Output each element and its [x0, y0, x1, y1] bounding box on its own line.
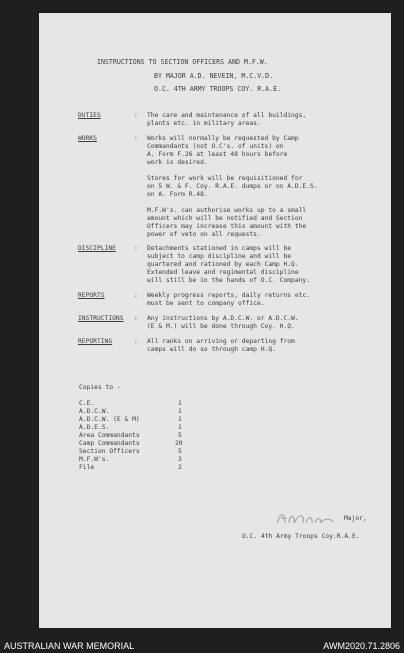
copy-recipient: C.E.	[79, 400, 95, 407]
discipline-line: Detachments stationed in camps will be	[147, 245, 292, 252]
section-colon: :	[134, 135, 138, 142]
copy-recipient: Camp Commandants	[79, 440, 140, 447]
signature-rank: Major,	[344, 515, 367, 522]
footer-reference: AWM2020.71.2806	[323, 641, 400, 651]
section-heading-reporting: REPORTING	[78, 338, 113, 345]
copy-count: 5	[178, 448, 182, 455]
section-colon: :	[134, 338, 138, 345]
discipline-line: Extended leave and regimental discipline	[147, 269, 299, 276]
instructions-line: Any instructions by A.D.C.W. or A.D.C.W.	[147, 315, 299, 322]
copy-count: 1	[178, 424, 182, 431]
works-line: power of veto on all requests.	[147, 231, 261, 238]
reports-line: Weekly progress reports, daily returns etc.	[147, 292, 311, 299]
document-title: INSTRUCTIONS TO SECTION OFFICERS AND M.F.W.	[97, 58, 268, 66]
copies-heading: Copies to -	[79, 384, 121, 391]
copy-count: 20	[175, 440, 183, 447]
copy-count: 1	[178, 400, 182, 407]
signature-scrawl-icon	[275, 508, 335, 528]
copy-count: 1	[178, 416, 182, 423]
works-line: on 5 W. & F. Coy. R.A.E. dumps or on A.D.E.S.	[147, 183, 318, 190]
copy-count: 3	[178, 456, 182, 463]
footer-institution: AUSTRALIAN WAR MEMORIAL	[4, 641, 135, 651]
copy-recipient: Area Commandants	[79, 432, 140, 439]
section-colon: :	[134, 112, 138, 119]
section-heading-instructions: INSTRUCTIONS	[78, 315, 124, 322]
works-line: amount which will be notified and Section	[147, 215, 303, 222]
handwritten-signature	[261, 501, 335, 536]
works-line: Commandants (not O.C's. of units) on	[147, 143, 284, 150]
section-heading-works: WORKS	[78, 135, 97, 142]
copy-count: 1	[178, 408, 182, 415]
works-line: on A. Form R.48.	[147, 191, 208, 198]
section-colon: :	[134, 315, 138, 322]
copy-recipient: A.D.C.W. (E & M)	[79, 416, 140, 423]
footer-bar	[0, 638, 404, 653]
works-line: Stores for work will be requisitioned for	[147, 175, 303, 182]
section-heading-discipline: DISCIPLINE	[78, 245, 116, 252]
copy-count: 2	[178, 464, 182, 471]
duties-line: plants etc. in military areas.	[147, 120, 261, 127]
copy-recipient: Section Officers	[79, 448, 140, 455]
section-heading-reports: REPORTS	[78, 292, 105, 299]
works-line: Works will normally be requested by Camp	[147, 135, 299, 142]
section-colon: :	[134, 245, 138, 252]
copy-recipient: M.F.W's.	[79, 456, 110, 463]
signature-unit: O.C. 4th Army Troops Coy.R.A.E.	[242, 533, 360, 540]
works-line: M.F.W's. can authorise works up to a small	[147, 207, 307, 214]
discipline-line: quartered and rationed by each Camp H.Q.	[147, 261, 299, 268]
section-heading-duties: DUTIES	[78, 112, 101, 119]
document-unit: O.C. 4TH ARMY TROOPS COY. R.A.E.	[154, 85, 282, 93]
reports-line: must be sent to company office.	[147, 300, 265, 307]
copy-recipient: A.D.E.S.	[79, 424, 110, 431]
discipline-line: subject to camp discipline and will be	[147, 253, 292, 260]
works-line: Officers may increase this amount with the	[147, 223, 307, 230]
works-line: A. Form F.26 at least 48 hours before	[147, 151, 288, 158]
document-page	[39, 13, 391, 628]
works-line: work is desired.	[147, 159, 208, 166]
document-byline: BY MAJOR A.D. NEVEIN, M.C.V.D.	[154, 72, 274, 80]
section-colon: :	[134, 292, 138, 299]
duties-line: The care and maintenance of all buildings,	[147, 112, 307, 119]
reporting-line: camps will do so through camp H.Q.	[147, 346, 276, 353]
discipline-line: will still be in the hands of O.C. Company.	[147, 277, 311, 284]
reporting-line: All ranks on arriving or departing from	[147, 338, 295, 345]
instructions-line: (E & M.) will be done through Coy. H.Q.	[147, 323, 295, 330]
copy-recipient: A.D.C.W.	[79, 408, 110, 415]
copy-recipient: File	[79, 464, 95, 471]
copy-count: 5	[178, 432, 182, 439]
